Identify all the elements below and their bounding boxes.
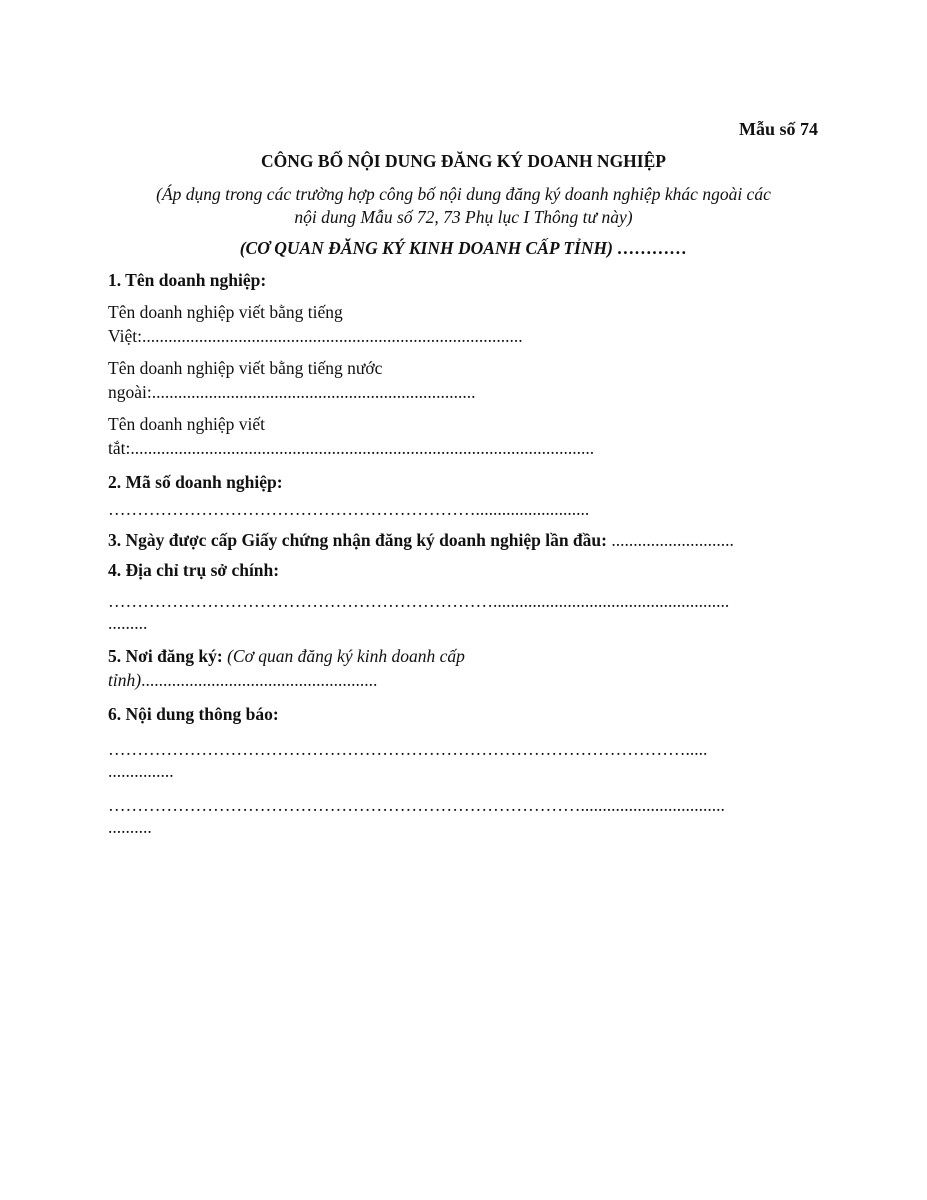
field-foreign-name — [108, 356, 819, 404]
field-short-name — [108, 412, 819, 460]
document-title: CÔNG BỐ NỘI DUNG ĐĂNG KÝ DOANH NGHIỆP — [261, 151, 666, 171]
section-company-name — [108, 268, 819, 460]
notice-line-4: .......... — [108, 817, 152, 837]
short-name-value: tắt:.......................................................................................................... — [108, 438, 595, 458]
section-registration-place — [108, 644, 819, 692]
section-head-office-address — [108, 558, 819, 634]
section-2-heading: 2. Mã số doanh nghiệp: — [108, 472, 283, 492]
section-5-line-1 — [108, 644, 819, 668]
section-6-heading: 6. Nội dung thông báo: — [108, 704, 279, 724]
first-registration-date-value: ............................ — [606, 530, 734, 550]
form-content — [108, 268, 819, 844]
section-1-heading: 1. Tên doanh nghiệp: — [108, 270, 267, 290]
document-subtitle — [108, 183, 819, 229]
notice-line-1: ………………………………………………………………………………………..... — [108, 739, 708, 759]
form-code: Mẫu số 74 — [738, 119, 818, 139]
agency-line: (CƠ QUAN ĐĂNG KÝ KINH DOANH CẤP TỈNH) ………… — [239, 238, 688, 258]
section-5-heading: 5. Nơi đăng ký: — [108, 646, 223, 666]
foreign-name-label: Tên doanh nghiệp viết bằng tiếng nước — [108, 358, 383, 378]
subtitle-line-1: (Áp dụng trong các trường hợp công bố nội dung đăng ký doanh nghiệp khác ngoài các — [156, 184, 771, 204]
section-first-registration-date — [108, 528, 819, 552]
registration-place-note: (Cơ quan đăng ký kinh doanh cấp — [222, 646, 465, 666]
notice-line-3: ………………………………………………………………………................................. — [108, 795, 725, 815]
section-company-code — [108, 470, 819, 520]
section-5-line-2 — [108, 668, 819, 692]
subtitle-line-2: nội dung Mẫu số 72, 73 Phụ lục I Thông tư này) — [294, 207, 633, 227]
registration-place-note-cont: tỉnh) — [108, 670, 142, 690]
field-vietnamese-name — [108, 300, 819, 348]
vietnamese-name-value: Việt:....................................................................................... — [108, 326, 523, 346]
registration-place-value: ...................................................... — [141, 670, 378, 690]
vietnamese-name-label: Tên doanh nghiệp viết bằng tiếng — [108, 302, 343, 322]
section-4-heading: 4. Địa chỉ trụ sở chính: — [108, 560, 280, 580]
address-line-2: ......... — [108, 613, 148, 633]
company-code-value: ……………………………………………………….......................... — [108, 499, 590, 519]
section-3-line — [108, 528, 819, 552]
section-3-heading: 3. Ngày được cấp Giấy chứng nhận đăng ký doanh nghiệp lần đầu: — [108, 530, 607, 550]
foreign-name-value: ngoài:.......................................................................... — [108, 382, 476, 402]
address-line-1: …………………………………………………………...................................................... — [108, 591, 730, 611]
section-notice-content — [108, 702, 819, 838]
short-name-label: Tên doanh nghiệp viết — [108, 414, 265, 434]
notice-line-2: ............... — [108, 761, 174, 781]
